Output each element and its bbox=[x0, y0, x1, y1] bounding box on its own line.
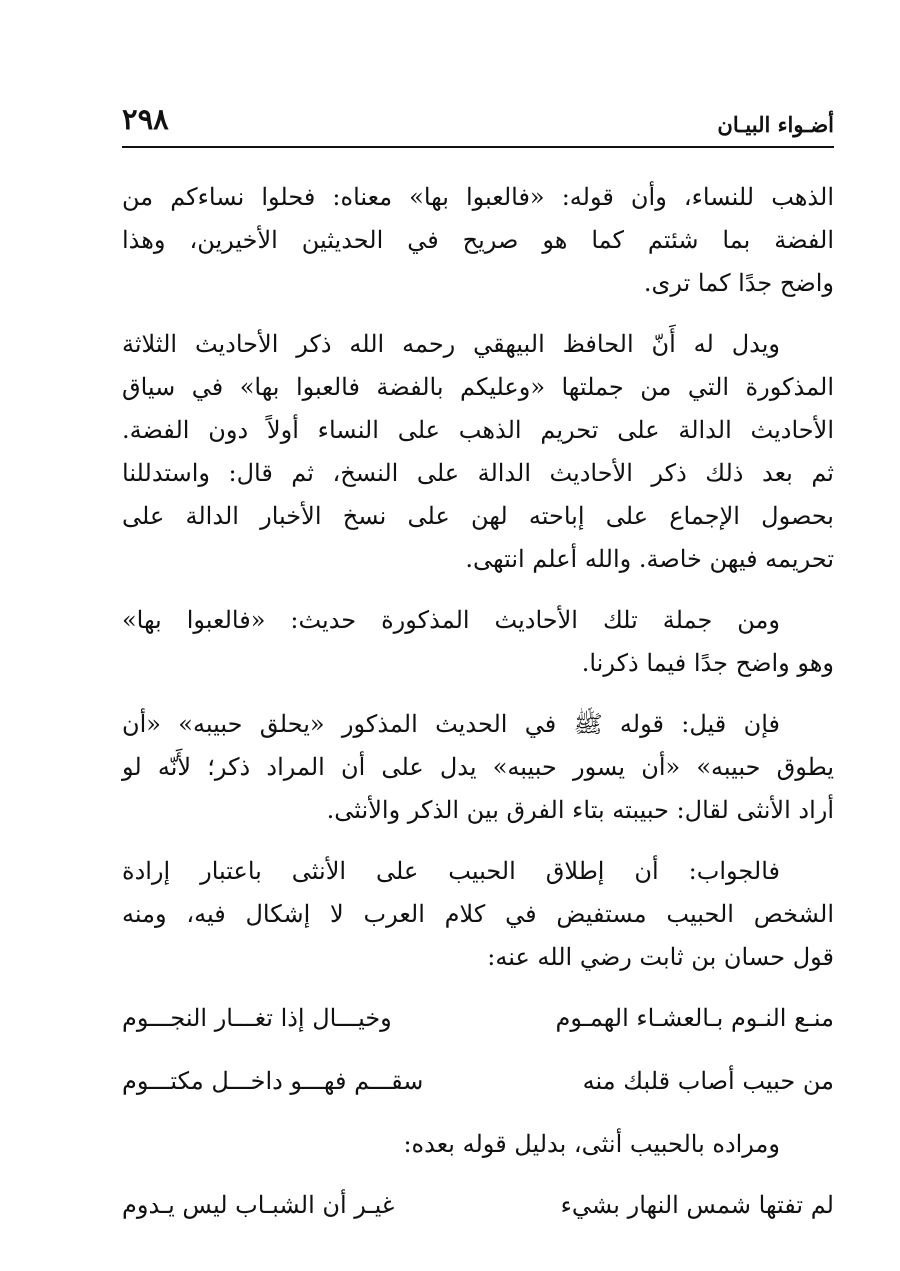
verse-first-hemistich: من حبيب أصاب قلبك منه bbox=[582, 1067, 834, 1095]
text-line: ويدل له أَنّ الحافظ البيهقي رحمه الله ذكر الأحاديث الثلاثة bbox=[122, 330, 780, 358]
text-line: وهو واضح جدًا فيما ذكرنا. bbox=[581, 649, 834, 677]
page-header bbox=[122, 100, 834, 148]
paragraph bbox=[122, 703, 834, 832]
verse-first-hemistich: لم تفتها شمس النهار بشيء bbox=[560, 1191, 834, 1219]
paragraph bbox=[122, 599, 834, 685]
text-line: فإن قيل: قوله ﷺ في الحديث المذكور «يحلق حبيبه» «أن bbox=[122, 710, 780, 738]
verse-second-hemistich: غيـر أن الشبـاب ليس يـدوم bbox=[122, 1191, 395, 1219]
verse-second-hemistich: وخيـــال إذا تغـــار النجـــوم bbox=[122, 1004, 392, 1032]
verse-second-hemistich: سقـــم فهـــو داخـــل مكتـــوم bbox=[122, 1067, 424, 1095]
poem-verse bbox=[122, 1184, 834, 1227]
book-page bbox=[122, 100, 834, 1247]
paragraph bbox=[122, 323, 834, 581]
text-line: الفضة بما شئتم كما هو صريح في الحديثين الأخيرين، وهذا bbox=[122, 226, 834, 254]
text-line: يطوق حبيبه» «أن يسور حبيبه» يدل على أن المراد ذكر؛ لأَنّه لو bbox=[122, 753, 834, 781]
text-line: الذهب للنساء، وأن قوله: «فالعبوا بها» معناه: فحلوا نساءكم من bbox=[122, 183, 834, 211]
text-line: ومن جملة تلك الأحاديث المذكورة حديث: «فالعبوا بها» bbox=[122, 606, 780, 634]
text-line: الأحاديث الدالة على تحريم الذهب على النساء أولاً دون الفضة. bbox=[122, 416, 834, 444]
body-text bbox=[122, 176, 834, 1227]
text-line: الشخص الحبيب مستفيض في كلام العرب لا إشكال فيه، ومنه bbox=[122, 900, 834, 928]
text-line: المذكورة التي من جملتها «وعليكم بالفضة فالعبوا بها» في سياق bbox=[122, 373, 835, 401]
running-title: أضـواء البيـان bbox=[717, 112, 834, 137]
text-line: ومراده بالحبيب أنثى، بدليل قوله بعده: bbox=[403, 1130, 780, 1158]
paragraph bbox=[122, 1123, 834, 1166]
text-line: واضح جدًا كما ترى. bbox=[643, 269, 834, 297]
page-number: ٢٩٨ bbox=[122, 102, 169, 136]
verse-first-hemistich: منـع النـوم بـالعشـاء الهمـوم bbox=[555, 1004, 834, 1032]
paragraph bbox=[122, 850, 834, 979]
poem-verse bbox=[122, 997, 834, 1040]
text-line: ثم بعد ذلك ذكر الأحاديث الدالة على النسخ، ثم قال: واستدللنا bbox=[122, 459, 834, 487]
text-line: بحصول الإجماع على إباحته لهن على نسخ الأخبار الدالة على bbox=[122, 502, 834, 530]
paragraph bbox=[122, 176, 834, 305]
text-line: تحريمه فيهن خاصة. والله أعلم انتهى. bbox=[465, 545, 834, 573]
text-line: قول حسان بن ثابت رضي الله عنه: bbox=[487, 943, 834, 971]
text-line: فالجواب: أن إطلاق الحبيب على الأنثى باعتبار إرادة bbox=[122, 857, 780, 885]
poem-verse bbox=[122, 1060, 834, 1103]
text-line: أراد الأنثى لقال: حبيبته بتاء الفرق بين الذكر والأنثى. bbox=[326, 796, 834, 824]
